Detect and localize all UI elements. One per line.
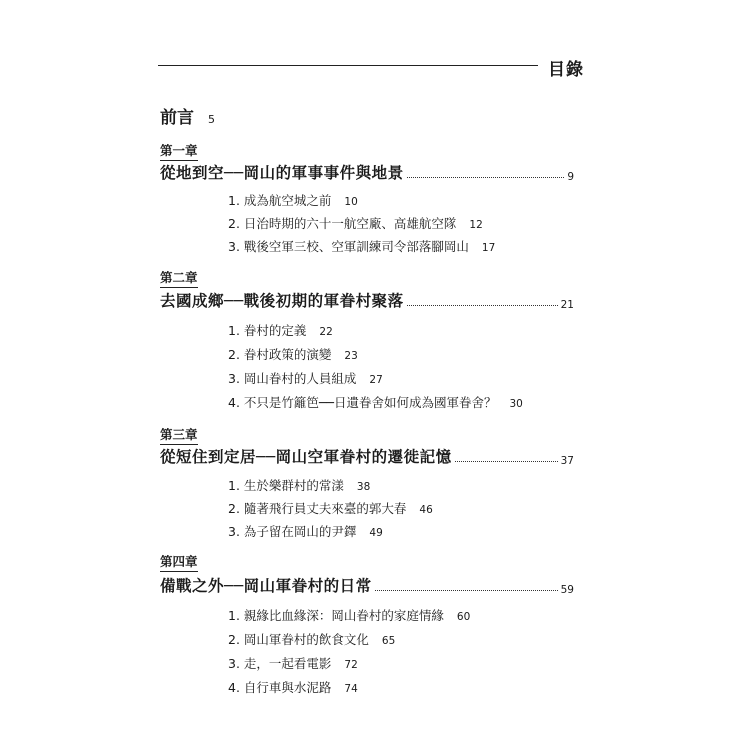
header-rule	[158, 65, 538, 66]
toc-item[interactable]	[228, 237, 495, 255]
chapter-4-page: 59	[560, 584, 574, 596]
toc-item[interactable]	[228, 630, 395, 648]
toc-item-page: 22	[319, 326, 333, 338]
leader-dots	[407, 304, 558, 306]
toc-item-page: 65	[381, 635, 396, 647]
toc-item-text: 3. 戰後空軍三校、空軍訓練司令部落腳岡山	[228, 239, 469, 254]
toc-item-page: 17	[481, 242, 496, 254]
toc-item-text: 1. 親緣比血緣深：岡山眷村的家庭情緣	[228, 608, 444, 623]
toc-item-page: 23	[344, 350, 358, 362]
chapter-3-title: 從短住到定居──岡山空軍眷村的遷徙記憶	[160, 447, 452, 466]
toc-item-text: 2. 岡山軍眷村的飲食文化	[228, 632, 369, 647]
leader-dots	[455, 460, 558, 462]
toc-item-page: 49	[369, 527, 383, 539]
chapter-4-title: 備戰之外──岡山軍眷村的日常	[160, 576, 372, 595]
chapter-2-title: 去國成鄉──戰後初期的軍眷村聚落	[160, 291, 404, 310]
chapter-2-label: 第二章	[160, 268, 198, 288]
chapter-3-entry[interactable]	[160, 445, 574, 467]
toc-item[interactable]	[228, 522, 383, 540]
toc-item-text: 2. 日治時期的六十一航空廠、高雄航空隊	[228, 216, 457, 231]
toc-item-page: 74	[344, 683, 358, 695]
leader-dots	[407, 176, 565, 178]
chapter-1-page: 9	[567, 171, 574, 183]
chapter-1-label: 第一章	[160, 141, 198, 161]
toc-item[interactable]	[228, 345, 358, 363]
toc-item[interactable]	[228, 654, 358, 672]
chapter-2-entry[interactable]	[160, 289, 574, 311]
preface-entry[interactable]	[160, 103, 215, 128]
leader-dots	[375, 589, 558, 591]
chapter-2-page: 21	[560, 299, 574, 311]
toc-item-text: 1. 成為航空城之前	[228, 193, 332, 208]
toc-item-text: 4. 自行車與水泥路	[228, 680, 332, 695]
toc-item-page: 30	[509, 398, 523, 410]
toc-item-page: 72	[344, 659, 358, 671]
toc-item[interactable]	[228, 678, 358, 696]
toc-item-text: 4. 不只是竹籬笆──日遺眷舍如何成為國軍眷舍？	[228, 395, 497, 410]
chapter-1-title: 從地到空──岡山的軍事事件與地景	[160, 163, 404, 182]
toc-item[interactable]	[228, 393, 523, 411]
chapter-3-label: 第三章	[160, 425, 198, 445]
toc-item-text: 2. 隨著飛行員丈夫來臺的郭大春	[228, 501, 407, 516]
toc-title: 目錄	[548, 60, 584, 80]
preface-page: 5	[208, 113, 215, 126]
toc-item-page: 60	[456, 611, 471, 623]
toc-item-text: 3. 走，一起看電影	[228, 656, 332, 671]
toc-item-text: 3. 為子留在岡山的尹鐸	[228, 524, 357, 539]
toc-item[interactable]	[228, 321, 333, 339]
toc-item-page: 10	[344, 196, 358, 208]
chapter-1-entry[interactable]	[160, 161, 574, 183]
toc-item-page: 12	[469, 219, 483, 231]
chapter-4-label: 第四章	[160, 552, 198, 572]
toc-item-page: 27	[369, 374, 383, 386]
toc-item-page: 38	[356, 481, 371, 493]
toc-item[interactable]	[228, 606, 470, 624]
chapter-3-page: 37	[560, 455, 574, 467]
preface-label: 前言	[160, 108, 194, 128]
toc-item[interactable]	[228, 369, 383, 387]
toc-item-text: 1. 生於樂群村的常漾	[228, 478, 344, 493]
toc-item-text: 3. 岡山眷村的人員組成	[228, 371, 357, 386]
toc-item[interactable]	[228, 191, 358, 209]
toc-item[interactable]	[228, 476, 370, 494]
toc-item-page: 46	[419, 504, 433, 516]
toc-item[interactable]	[228, 214, 483, 232]
chapter-4-entry[interactable]	[160, 574, 574, 596]
toc-item-text: 2. 眷村政策的演變	[228, 347, 332, 362]
toc-item[interactable]	[228, 499, 433, 517]
toc-item-text: 1. 眷村的定義	[228, 323, 307, 338]
